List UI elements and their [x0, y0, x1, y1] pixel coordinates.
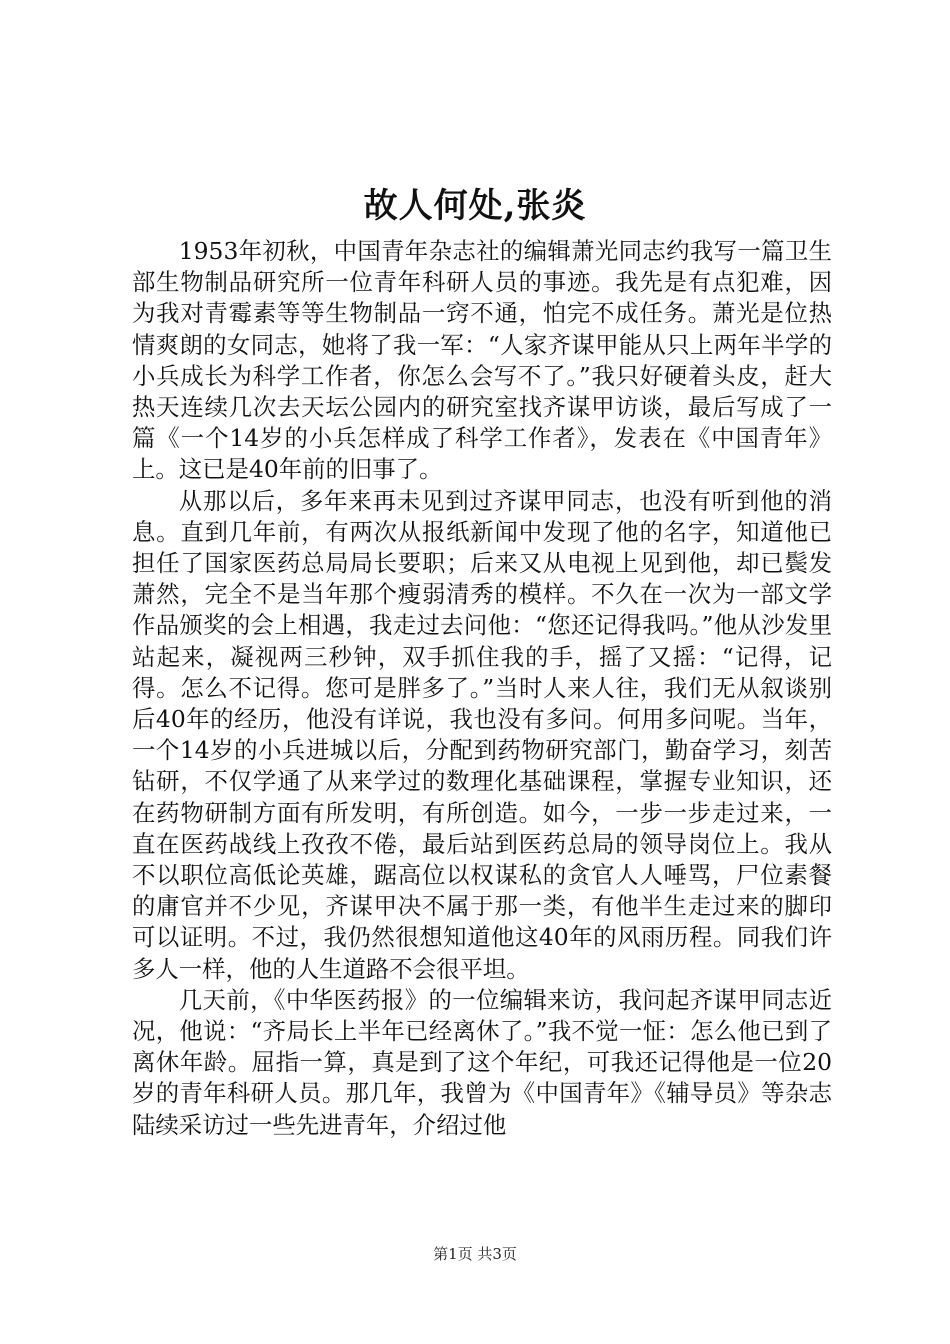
paragraph-3: 几天前，《中华医药报》的一位编辑来访，我问起齐谋甲同志近况，他说：“齐局长上半年已经离休了。”我不觉一怔：怎么他已到了离休年龄。屈指一算，真是到了这个年纪，可我还记得他是一位20岁的青年科研人员。那几年，我曾为《中国青年》《辅导员》等杂志陆续采访过一些先进青年，介绍过他 — [132, 985, 832, 1139]
document-title: 故人何处,张炎 — [363, 186, 587, 226]
page-number-footer: 第1页 共3页 — [433, 1245, 517, 1263]
paragraph-2: 从那以后，多年来再未见到过齐谋甲同志，也没有听到他的消息。直到几年前，有两次从报纸新闻中发现了他的名字，知道他已担任了国家医药总局局长要职；后来又从电视上见到他，却已鬓发萧然，完全不是当年那个瘦弱清秀的模样。不久在一次为一部文学作品颁奖的会上相遇，我走过去问他：“您还记得我吗。”他从沙发里站起来，凝视两三秒钟，双手抓住我的手，摇了又摇：“记得，记得。怎么不记得。您可是胖多了。”当时人来人往，我们无从叙谈别后40年的经历，他没有详说，我也没有多问。何用多问呢。当年，一个14岁的小兵进城以后，分配到药物研究部门，勤奋学习，刻苦钻研，不仅学通了从来学过的数理化基础课程，掌握专业知识，还在药物研制方面有所发明，有所创造。如今，一步一步走过来，一直在医药战线上孜孜不倦，最后站到医药总局的领导岗位上。我从不以职位高低论英雄，踞高位以权谋私的贪官人人唾骂，尸位素餐的庸官并不少见，齐谋甲决不属于那一类，有他半生走过来的脚印可以证明。不过，我仍然很想知道他这40年的风雨历程。同我们许多人一样，他的人生道路不会很平坦。 — [132, 486, 832, 983]
paragraph-1: 1953年初秋，中国青年杂志社的编辑萧光同志约我写一篇卫生部生物制品研究所一位青年科研人员的事迹。我先是有点犯难，因为我对青霉素等等生物制品一窍不通，怕完不成任务。萧光是位热情爽朗的女同志，她将了我一军：“人家齐谋甲能从只上两年半学的小兵成长为科学工作者，你怎么会写不了。”我只好硬着头皮，赶大热天连续几次去天坛公园内的研究室找齐谋甲访谈，最后写成了一篇《一个14岁的小兵怎样成了科学工作者》，发表在《中国青年》上。这已是40年前的旧事了。 — [132, 237, 832, 484]
document-body — [132, 236, 832, 1141]
